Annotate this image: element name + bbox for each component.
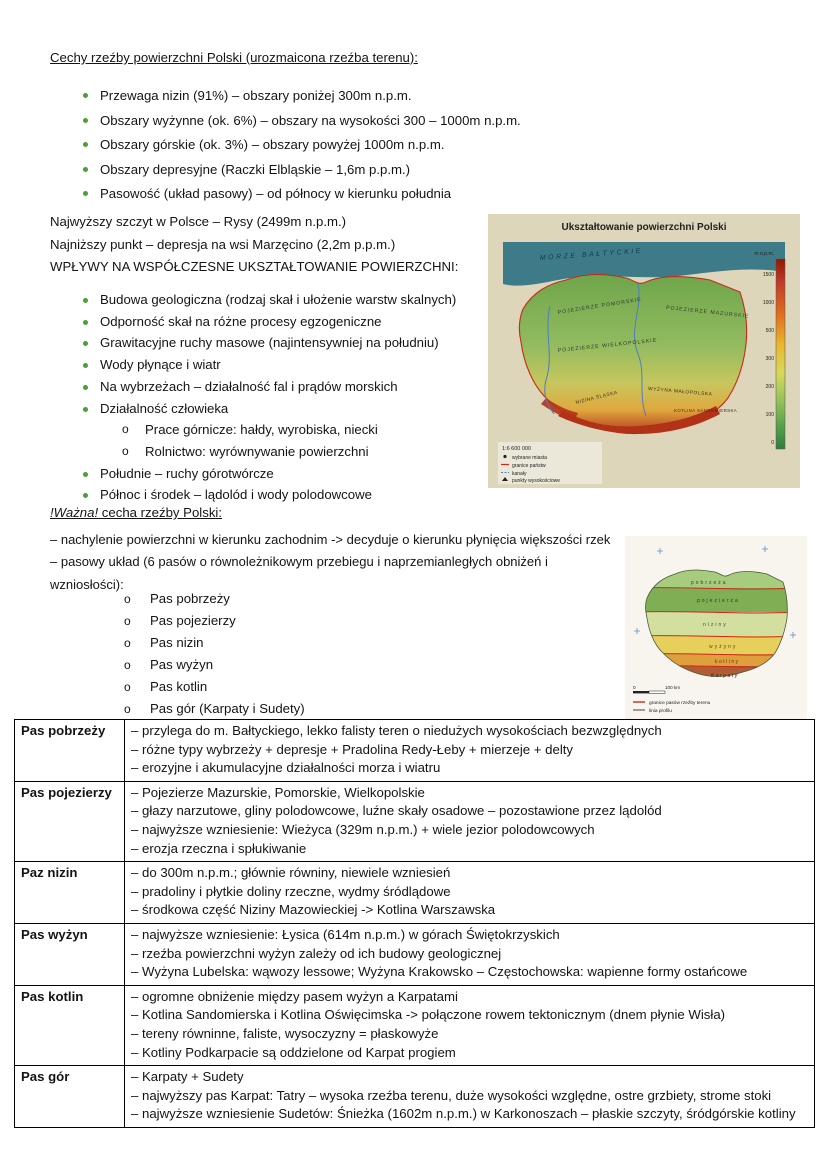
list-item (78, 463, 456, 485)
list-item-text: Obszary wyżynne (ok. 6%) – obszary na wysokości 300 – 1000m n.p.m. (100, 112, 521, 128)
table-row (15, 985, 815, 1065)
table-row-desc (125, 781, 815, 861)
elevation-scale-bar (776, 259, 785, 449)
bullet-dot-icon (83, 167, 88, 172)
list-item-text: Przewaga nizin (91%) – obszary poniżej 300m n.p.m. (100, 88, 412, 103)
list-item (124, 698, 305, 720)
bullet-dot-icon (83, 320, 88, 325)
list-item (78, 354, 456, 376)
list-item-text: Pas wyżyn (150, 657, 214, 672)
table-line: – różne typy wybrzeży + depresje + Pradolina Redy-Łeby + mierzeje + delty (131, 741, 574, 757)
influences-list (78, 289, 456, 419)
scale-tick: 0 (771, 440, 774, 446)
list-item-text: Prace górnicze: hałdy, wyrobiska, niecki (145, 422, 378, 438)
legend-entry: linia profilu (649, 709, 672, 714)
scale-tick: 1000 (762, 300, 774, 306)
list-item-text: Pas nizin (150, 635, 204, 650)
bullet-dot-icon (83, 363, 88, 368)
list-item (78, 133, 521, 158)
wazna-rest: cecha rzeźby Polski: (98, 505, 223, 520)
table-row (15, 1066, 815, 1128)
region-label: POJEZIERZE POMORSKIE (557, 296, 643, 316)
influences-section (78, 289, 456, 506)
belt-label: pobrzeża (691, 580, 728, 586)
list-item (78, 109, 521, 134)
legend-entry: granice pasów rzeźby terenu (649, 701, 711, 706)
scale-zero: 0 (633, 685, 636, 690)
belt-label: Karpaty (711, 673, 739, 679)
table-line: – najwyższe wzniesienie: Wieżyca (329m n.p.m.) + wiele jezior polodowcowych (131, 821, 595, 837)
table-line: – rzeźba powierzchni wyżyn zależy od ich budowy geologicznej (131, 945, 502, 961)
wazna-line1: – nachylenie powierzchni w kierunku zachodnim -> decyduje o kierunku płynięcia większości rzek (50, 532, 611, 547)
scale-bar-segment (649, 691, 665, 693)
table-row (15, 720, 815, 782)
scale-tick: 300 (765, 356, 774, 362)
table-row-name: Pas wyżyn (15, 923, 125, 985)
bullet-dot-icon (83, 385, 88, 390)
wazna-line2: – pasowy układ (6 pasów o równoleżnikowym przebiegu i naprzemianległych obniżeń i wzniosłości): (50, 554, 548, 592)
legend-entry: granice państw (512, 463, 546, 469)
table-line: – erozja rzeczna i spłukiwanie (131, 840, 307, 856)
table-row-name: Pas gór (15, 1066, 125, 1128)
table-line: – środkowa część Niziny Mazowieckiej -> Kotlina Warszawska (131, 902, 496, 918)
relief-belts-map-svg (625, 536, 807, 720)
list-item-text: Pas pobrzeży (150, 591, 230, 606)
physical-map-image (488, 214, 800, 488)
scale-tick: 100 (765, 412, 774, 418)
map-caption: Ukształtowanie powierzchni Polski (561, 222, 727, 233)
scale-tick: 1500 (762, 272, 774, 278)
list-item (124, 588, 305, 610)
list-item (78, 376, 456, 398)
list-item (78, 332, 456, 354)
city-symbol (503, 455, 506, 458)
list-item-text: Obszary górskie (ok. 3%) – obszary powyżej 1000m n.p.m. (100, 137, 445, 153)
wazna-paragraph (50, 529, 622, 596)
table-line: – ogromne obniżenie między pasem wyżyn a Karpatami (131, 988, 458, 1004)
list-item-text: Wody płynące i wiatr (100, 357, 221, 373)
table-row-desc (125, 985, 815, 1065)
map-scale-note: 1:6 600 000 (502, 446, 532, 452)
belt-label: kotliny (715, 659, 740, 665)
region-label: POJEZIERZE MAZURSKIE (665, 305, 750, 320)
list-item-text: Rolnictwo: wyrównywanie powierzchni (145, 443, 369, 459)
scale-tick: 500 (765, 328, 774, 334)
table-row (15, 923, 815, 985)
region-label: WYŻYNA MAŁOPOLSKA (647, 387, 713, 398)
table-line: – najwyższe wzniesienie: Łysica (614m n.p.m.) w górach Świętokrzyskich (131, 926, 560, 942)
scale-label: 100 km (665, 685, 681, 690)
table-row (15, 781, 815, 861)
list-item (78, 484, 456, 506)
table-row-desc (125, 862, 815, 924)
influences-heading: WPŁYWY NA WSPÓŁCZESNE UKSZTAŁTOWANIE POWIERZCHNI: (50, 259, 459, 274)
physical-map-svg (488, 214, 800, 488)
list-item-text: Pasowość (układ pasowy) – od północy w kierunku południa (100, 186, 452, 202)
region-label: POJEZIERZE WIELKOPOLSKIE (557, 337, 658, 354)
list-item (124, 654, 305, 676)
list-item-text: Pas kotlin (150, 679, 208, 694)
table-row-desc (125, 720, 815, 782)
region-label: KOTLINA SANDOMIERSKA (674, 408, 738, 413)
table-line: – Karpaty + Sudety (131, 1069, 244, 1085)
list-item-text: Pas gór (Karpaty i Sudety) (150, 701, 305, 716)
list-item-text: Północ i środek – lądolód i wody polodowcowe (100, 487, 372, 503)
table-line: – najwyższe wzniesienie Sudetów: Śnieżka (1602m n.p.m.) w Karkonoszach – płaskie szczyty, śródgórskie kotliny (131, 1106, 796, 1122)
list-item-text: Południe – ruchy górotwórcze (100, 465, 274, 481)
wazna-heading (50, 505, 222, 520)
bullet-dot-icon (83, 341, 88, 346)
scale-unit-label: m n.p.m. (754, 251, 774, 257)
relief-belts-map-image (625, 536, 807, 720)
list-item-text: Grawitacyjne ruchy masowe (najintensywniej na południu) (100, 335, 439, 351)
table-row-desc (125, 1066, 815, 1128)
list-item (124, 632, 305, 654)
list-item (124, 610, 305, 632)
table-line: – Kotlina Sandomierska i Kotlina Oświęcimska -> połączone rowem tektonicznym (dnem płynie Wisła) (131, 1007, 726, 1023)
list-item-text: Pas pojezierzy (150, 613, 236, 628)
table-line: – pradoliny i płytkie doliny rzeczne, wydmy śródlądowe (131, 883, 451, 899)
list-item (78, 84, 521, 109)
table-row-name: Pas pobrzeży (15, 720, 125, 782)
bullet-dot-icon (83, 472, 88, 477)
sea-label: MORZE BAŁTYCKIE (539, 247, 644, 262)
table-row-name: Pas kotlin (15, 985, 125, 1065)
belt-label: wyżyny (709, 644, 738, 650)
table-row-name: Paz nizin (15, 862, 125, 924)
list-item (78, 311, 456, 333)
human-activity-sublist (78, 419, 456, 462)
bullet-dot-icon (83, 191, 88, 196)
legend-entry: wybrane miasta (512, 455, 548, 461)
region-label: NIZINA ŚLĄSKA (575, 390, 619, 406)
table-row (15, 862, 815, 924)
highest-peak-line: Najwyższy szczyt w Polsce – Rysy (2499m n.p.m.) (50, 214, 347, 229)
list-item (78, 441, 456, 463)
terrain-features-list (78, 84, 521, 207)
list-item-text: Działalność człowieka (100, 400, 229, 416)
table-line: – erozyjne i akumulacyjne działalności morza i wiatru (131, 760, 441, 776)
bullet-dot-icon (83, 118, 88, 123)
table-line: – przylega do m. Bałtyckiego, lekko falisty teren o niedużych wysokościach bezwzględnych (131, 723, 662, 738)
list-item (78, 182, 521, 207)
page-title: Cechy rzeźby powierzchni Polski (urozmaicona rzeźba terenu): (50, 50, 418, 65)
list-item-text: Odporność skał na różne procesy egzogeniczne (100, 313, 382, 329)
legend-entry: punkty wysokościowe (512, 478, 561, 484)
belts-table (14, 719, 815, 1128)
list-item (78, 398, 456, 420)
legend-entry: kanały (512, 471, 527, 477)
table-line: – do 300m n.p.m.; głównie równiny, niewiele wzniesień (131, 865, 451, 881)
belt-label: pojezierza (697, 598, 740, 604)
peaks-paragraph (50, 210, 395, 256)
table-line: – Wyżyna Lubelska: wąwozy lessowe; Wyżyna Krakowsko – Częstochowska: wapienne formy ostańcowe (131, 964, 748, 980)
table-line: – najwyższy pas Karpat: Tatry – wysoka rzeźba terenu, duże wysokości względne, ostre grzbiety, strome stoki (131, 1087, 772, 1103)
scale-tick: 200 (765, 384, 774, 390)
bullet-dot-icon (83, 407, 88, 412)
table-line: – tereny równinne, faliste, wysoczyzny = płaskowyże (131, 1025, 439, 1041)
list-item-text: Na wybrzeżach – działalność fal i prądów morskich (100, 378, 398, 394)
bullet-dot-icon (83, 93, 88, 98)
influences-tail-list (78, 463, 456, 506)
list-item (124, 676, 305, 698)
list-item (78, 289, 456, 311)
scale-bar-segment (633, 691, 649, 693)
list-item-text: Obszary depresyjne (Raczki Elbląskie – 1,6m p.p.m.) (100, 161, 411, 177)
belts-list (124, 588, 305, 720)
bullet-dot-icon (83, 142, 88, 147)
table-row-name: Pas pojezierzy (15, 781, 125, 861)
bullet-dot-icon (83, 493, 88, 498)
list-item (78, 158, 521, 183)
list-item-text: Budowa geologiczna (rodzaj skał i ułożenie warstw skalnych) (100, 292, 457, 307)
belt-label: niziny (703, 622, 728, 628)
table-row-desc (125, 923, 815, 985)
lowest-point-line: Najniższy punkt – depresja na wsi Marzęcino (2,2m p.p.m.) (50, 237, 396, 252)
table-line: – Kotliny Podkarpacie są oddzielone od Karpat progiem (131, 1044, 456, 1060)
bullet-dot-icon (83, 298, 88, 303)
table-line: – Pojezierze Mazurskie, Pomorskie, Wielkopolskie (131, 784, 425, 800)
wazna-label: !Ważna! (50, 505, 99, 520)
table-line: – głazy narzutowe, gliny polodowcowe, luźne skały osadowe – pozostawione przez lądolód (131, 803, 662, 819)
list-item (78, 419, 456, 441)
